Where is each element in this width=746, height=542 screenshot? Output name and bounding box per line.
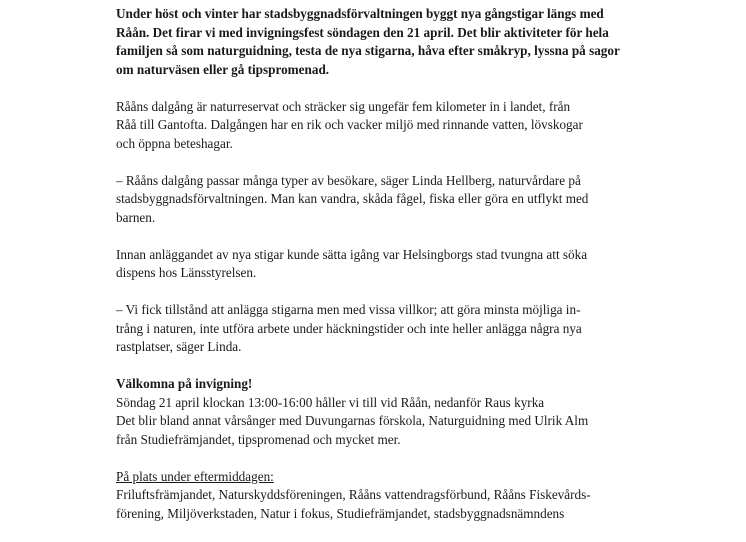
quote-paragraph-visitors <box>116 172 716 228</box>
quote-paragraph-conditions <box>116 301 716 357</box>
body-line: Innan anläggandet av nya stigar kunde sätta igång var Helsingborgs stad tvungna att söka <box>116 246 588 262</box>
intro-line: Under höst och vinter har stadsbyggnadsförvaltningen byggt nya gångstigar längs med <box>116 6 604 21</box>
dispensation-paragraph <box>116 246 716 283</box>
body-line: Friluftsfrämjandet, Naturskyddsföreningen, Rååns vattendragsförbund, Rååns Fiskevårds- <box>116 487 591 502</box>
valley-description-paragraph <box>116 98 716 154</box>
welcome-heading: Välkomna på invigning! <box>116 376 253 391</box>
body-line: – Rååns dalgång passar många typer av besökare, säger Linda Hellberg, naturvårdare på <box>116 172 581 188</box>
body-line: rastplatser, säger Linda. <box>116 339 242 354</box>
body-line: dispens hos Länsstyrelsen. <box>116 265 257 280</box>
body-line: stadsbyggnadsförvaltningen. Man kan vandra, skåda fågel, fiska eller göra en utflykt med <box>116 191 589 206</box>
body-line: från Studiefrämjandet, tipspromenad och mycket mer. <box>116 431 401 447</box>
intro-line: Råån. Det firar vi med invigningsfest söndagen den 21 april. Det blir aktiviteter för hela <box>116 24 609 40</box>
body-line: och öppna beteshagar. <box>116 135 233 151</box>
body-line: – Vi fick tillstånd att anlägga stigarna men med vissa villkor; att göra minsta möjliga in- <box>116 302 581 317</box>
body-line: förening, Miljöverkstaden, Natur i fokus, Studiefrämjandet, stadsbyggnadsnämndens <box>116 505 565 521</box>
intro-line: om naturväsen eller gå tipspromenad. <box>116 61 330 77</box>
body-line: Söndag 21 april klockan 13:00-16:00 håller vi till vid Råån, nedanför Raus kyrka <box>116 394 545 410</box>
onsite-section <box>116 468 716 524</box>
body-line: barnen. <box>116 209 156 225</box>
press-release-body <box>116 5 716 542</box>
body-line: Rååns dalgång är naturreservat och sträcker sig ungefär fem kilometer in i landet, från <box>116 98 571 114</box>
onsite-heading: På plats under eftermiddagen: <box>116 468 274 484</box>
welcome-section <box>116 375 716 449</box>
intro-line: familjen så som naturguidning, testa de nya stigarna, håva efter småkryp, lyssna på sagor <box>116 43 620 58</box>
body-line: Det blir bland annat vårsånger med Duvungarnas förskola, Naturguidning med Ulrik Alm <box>116 413 589 428</box>
body-line: Råå till Gantofta. Dalgången har en rik och vacker miljö med rinnande vatten, lövskogar <box>116 117 583 132</box>
intro-paragraph <box>116 5 716 79</box>
body-line: trång i naturen, inte utföra arbete under häckningstider och inte heller anlägga några nya <box>116 320 582 336</box>
